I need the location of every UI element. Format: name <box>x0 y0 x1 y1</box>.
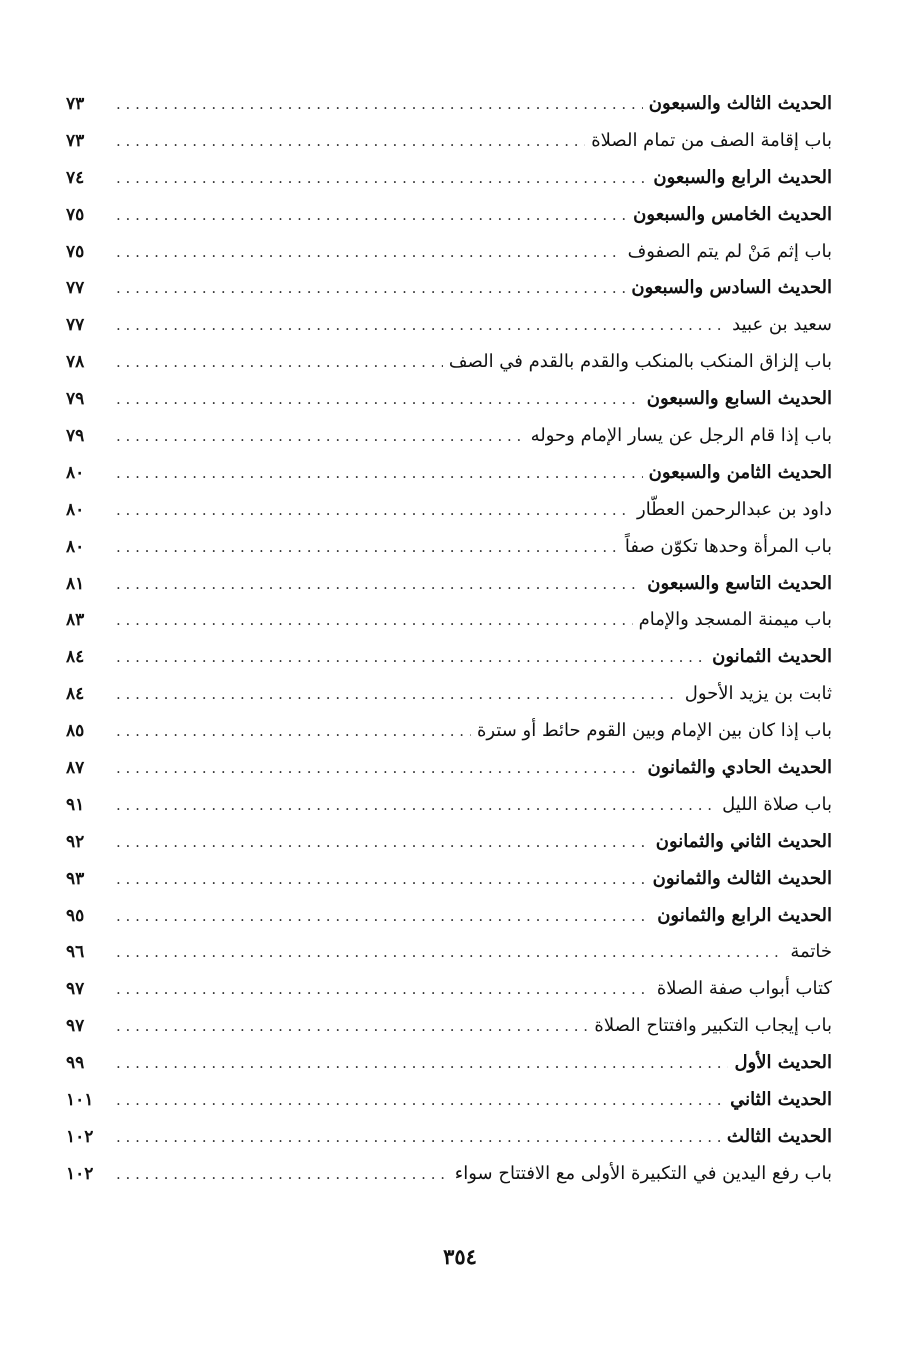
toc-entry <box>66 307 832 344</box>
dot-leader <box>116 197 627 234</box>
dot-leader <box>116 270 625 307</box>
toc-entry <box>66 418 832 455</box>
toc-entry <box>66 1082 832 1119</box>
toc-entry <box>66 861 832 898</box>
toc-entry-title: الحديث الثالث والثمانون <box>652 867 832 889</box>
toc-entry-page: ٨٤ <box>66 647 85 668</box>
toc-entry-page: ٩١ <box>66 794 85 815</box>
toc-entry-title: الحديث الخامس والسبعون <box>633 203 832 225</box>
toc-entry-title: الحديث السابع والسبعون <box>646 388 832 410</box>
toc-entry-page: ٨٥ <box>66 721 85 742</box>
dot-leader <box>116 1082 724 1119</box>
toc-entry-page: ٩٧ <box>66 979 85 1000</box>
toc-entry-page: ٩٢ <box>66 831 85 852</box>
page-number: ٣٥٤ <box>443 1244 477 1269</box>
toc-entry <box>66 898 832 935</box>
toc-entry <box>66 566 832 603</box>
toc-entry <box>66 971 832 1008</box>
toc-entry-title: الحديث السادس والسبعون <box>631 277 832 299</box>
toc-entry-title: باب ميمنة المسجد والإمام <box>638 609 832 631</box>
toc-entry <box>66 86 832 123</box>
toc-entry-page: ٧٤ <box>66 167 85 188</box>
dot-leader <box>116 307 726 344</box>
toc-entry-page: ٧٩ <box>66 389 85 410</box>
toc-entry-title: داود بن عبدالرحمن العطّار <box>637 498 832 520</box>
dot-leader <box>116 529 619 566</box>
toc-entry <box>66 602 832 639</box>
toc-entry-title: الحديث الثالث <box>726 1125 832 1147</box>
dot-leader <box>116 750 642 787</box>
toc-entry-title: باب إقامة الصف من تمام الصلاة <box>591 129 832 151</box>
toc-entry-page: ٧٣ <box>66 94 85 114</box>
toc-entry <box>66 639 832 676</box>
dot-leader <box>116 861 647 898</box>
toc-entry-title: الحديث الثالث والسبعون <box>648 93 832 114</box>
dot-leader <box>116 713 471 750</box>
toc-entry <box>66 713 832 750</box>
toc-entry-title: باب إثم مَنْ لم يتم الصفوف <box>627 240 832 262</box>
toc-entry-title: الحديث التاسع والسبعون <box>647 572 832 594</box>
toc-entry-title: الحديث الثامن والسبعون <box>648 461 832 483</box>
dot-leader <box>116 566 641 603</box>
toc-entry <box>66 123 832 160</box>
toc-entry-title: الحديث الثاني والثمانون <box>655 830 832 852</box>
toc-entry <box>66 1008 832 1045</box>
toc-entry-title: كتاب أبواب صفة الصلاة <box>656 978 832 1000</box>
toc-entry <box>66 270 832 307</box>
toc-entry-page: ٨٠ <box>66 499 85 520</box>
dot-leader <box>116 1008 588 1045</box>
dot-leader <box>116 898 651 935</box>
dot-leader <box>116 123 585 160</box>
toc-entry <box>66 234 832 271</box>
toc-entry-page: ٨١ <box>66 573 85 594</box>
dot-leader <box>116 787 716 824</box>
toc-entry <box>66 1156 832 1193</box>
toc-entry <box>66 676 832 713</box>
toc-entry-page: ٩٧ <box>66 1016 85 1037</box>
toc-entry-page: ١٠٢ <box>66 1163 94 1184</box>
toc-entry <box>66 934 832 971</box>
toc-entry-page: ٩٦ <box>66 942 85 963</box>
dot-leader <box>116 602 633 639</box>
toc-entry <box>66 492 832 529</box>
toc-entry-page: ٧٨ <box>66 352 85 373</box>
toc-entry-title: باب إذا كان بين الإمام وبين القوم حائط أو سترة <box>476 720 832 742</box>
toc-entry-page: ٨٣ <box>66 610 85 631</box>
toc-entry-page: ٧٧ <box>66 278 85 299</box>
toc-entry <box>66 787 832 824</box>
toc-entry-title: باب المرأة وحدها تكوّن صفاً <box>624 535 832 557</box>
dot-leader <box>116 1045 728 1082</box>
toc-entry-page: ٧٩ <box>66 426 85 447</box>
dot-leader <box>116 824 650 861</box>
toc-entry-page: ٨٠ <box>66 536 85 557</box>
toc-entry-title: باب إيجاب التكبير وافتتاح الصلاة <box>594 1015 832 1037</box>
toc-entry <box>66 750 832 787</box>
toc-entry <box>66 160 832 197</box>
table-of-contents <box>66 86 832 1193</box>
toc-entry-title: الحديث الرابع والثمانون <box>657 904 832 926</box>
toc-entry-page: ١٠١ <box>66 1090 94 1111</box>
toc-entry <box>66 824 832 861</box>
toc-entry-page: ١٠٢ <box>66 1126 94 1147</box>
toc-entry-title: باب رفع اليدين في التكبيرة الأولى مع الافتتاح سواء <box>454 1162 832 1184</box>
dot-leader <box>116 381 641 418</box>
dot-leader <box>116 1156 449 1193</box>
dot-leader <box>116 492 631 529</box>
toc-entry-title: الحديث الأول <box>734 1052 832 1074</box>
dot-leader <box>116 418 525 455</box>
toc-entry <box>66 344 832 381</box>
dot-leader <box>116 86 643 123</box>
toc-entry <box>66 197 832 234</box>
toc-entry-title: باب صلاة الليل <box>722 793 832 815</box>
toc-entry <box>66 455 832 492</box>
toc-entry-title: سعيد بن عبيد <box>732 314 832 336</box>
dot-leader <box>116 934 784 971</box>
dot-leader <box>116 160 647 197</box>
toc-entry-title: ثابت بن يزيد الأحول <box>684 683 832 705</box>
toc-entry-page: ٧٣ <box>66 130 85 151</box>
toc-entry-page: ٩٩ <box>66 1053 85 1074</box>
toc-entry <box>66 381 832 418</box>
toc-entry-page: ٧٧ <box>66 315 85 336</box>
toc-entry-title: باب إلزاق المنكب بالمنكب والقدم بالقدم في الصف <box>448 351 832 373</box>
dot-leader <box>116 455 643 492</box>
toc-entry-page: ٨٠ <box>66 462 85 483</box>
toc-entry <box>66 1045 832 1082</box>
toc-entry-page: ٩٣ <box>66 868 85 889</box>
toc-entry-page: ٨٤ <box>66 684 85 705</box>
toc-entry-title: الحديث الثمانون <box>712 646 832 668</box>
toc-entry-title: الحديث الثاني <box>730 1089 832 1111</box>
dot-leader <box>116 639 706 676</box>
dot-leader <box>116 234 622 271</box>
toc-entry-title: الحديث الحادي والثمانون <box>647 757 832 779</box>
toc-entry-page: ٧٥ <box>66 204 85 225</box>
toc-entry-page: ٨٧ <box>66 758 85 779</box>
dot-leader <box>116 676 679 713</box>
toc-entry <box>66 1119 832 1156</box>
toc-entry <box>66 529 832 566</box>
toc-entry-page: ٧٥ <box>66 241 85 262</box>
dot-leader <box>116 344 443 381</box>
toc-entry-page: ٩٥ <box>66 905 85 926</box>
toc-entry-title: خاتمة <box>790 941 832 963</box>
dot-leader <box>116 971 651 1008</box>
dot-leader <box>116 1119 721 1156</box>
toc-entry-title: باب إذا قام الرجل عن يسار الإمام وحوله <box>530 425 832 447</box>
toc-entry-title: الحديث الرابع والسبعون <box>653 166 832 188</box>
